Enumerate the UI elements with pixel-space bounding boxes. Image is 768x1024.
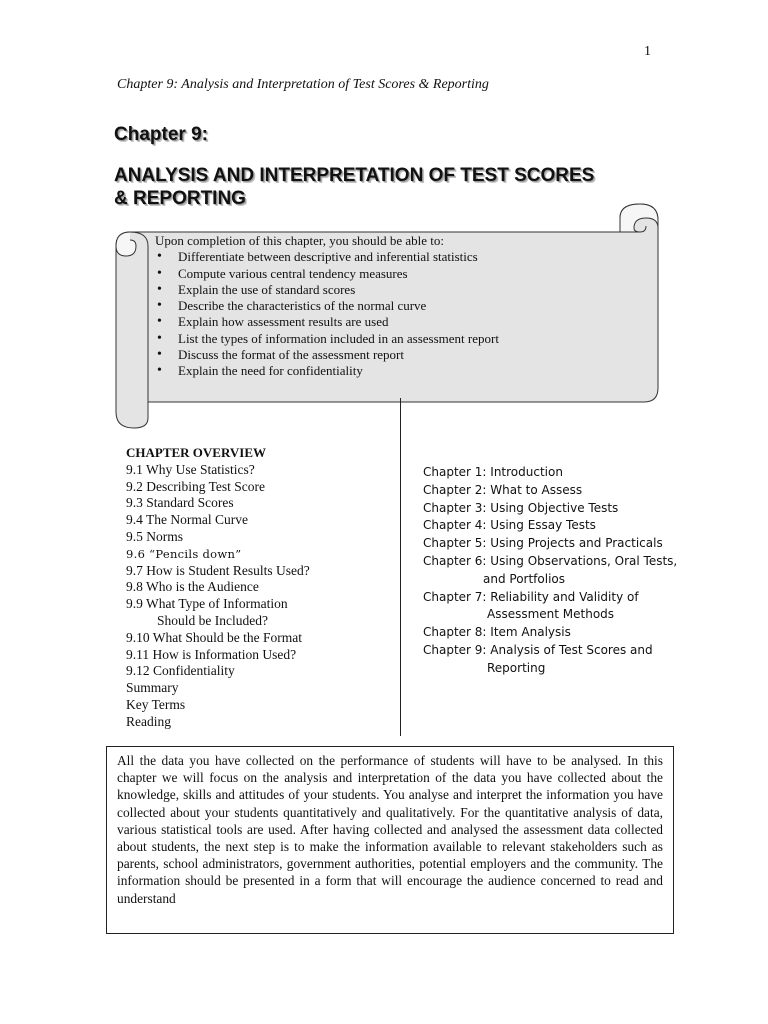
chapter-title: Chapter 9: Analysis of Test Scores and: [423, 642, 653, 657]
chapter-title: Chapter 1: Introduction: [423, 465, 563, 479]
chapter-item: [423, 535, 677, 553]
chapter-item: [423, 553, 677, 589]
list-item: 9.1 Why Use Statistics?: [126, 461, 255, 477]
list-item: • Explain how assessment results are used: [155, 314, 499, 330]
introduction-box: All the data you have collected on the performance of students will have to be analysed. In this chapter we will focus on the analysis and interpretation of the data you have collected about the knowledge, skills and attitudes of your students. You analyse and interpret the information you have collected about your students quantitatively and qualitatively. For the quantitative analysis of data, various statistical tools are used. After having collected and analysed the assessment data collected about students, the next step is to make the information available to relevant stakeholders such as parents, school administrators, government authorities, potential employers and the community. The information should be presented in a form that will encourage the audience concerned to read and understand: [106, 746, 674, 934]
list-item: 9.7 How is Student Results Used?: [126, 562, 310, 578]
learning-objectives: [155, 233, 499, 380]
chapter-title: Chapter 4: Using Essay Tests: [423, 518, 596, 533]
chapter-item: [423, 500, 677, 518]
chapter-title: Chapter 2: What to Assess: [423, 482, 583, 497]
chapter-title: Chapter 3: Using Objective Tests: [423, 500, 619, 515]
list-item: • Explain the need for confidentiality: [155, 363, 499, 379]
column-divider: [400, 398, 401, 736]
list-item: 9.6 “Pencils down”: [126, 546, 242, 561]
list-item: 9.5 Norms: [126, 528, 183, 544]
chapter-item: [423, 482, 677, 500]
chapter-title-continuation: Assessment Methods: [487, 607, 615, 622]
chapter-item: [423, 517, 677, 535]
chapter-item: [423, 464, 677, 482]
list-item: 9.2 Describing Test Score: [126, 478, 266, 494]
list-item: • Differentiate between descriptive and inferential statistics: [155, 249, 499, 265]
chapter-title-continuation: and Portfolios: [483, 571, 566, 586]
title-line: & REPORTING: [114, 188, 246, 209]
chapter-title: Chapter 5: Using Projects and Practicals: [423, 536, 663, 551]
list-item: 9.4 The Normal Curve: [126, 512, 248, 528]
chapter-title-continuation: Reporting: [487, 660, 546, 675]
list-item: • Explain the use of standard scores: [155, 282, 499, 298]
chapter-label: Chapter 9:: [114, 124, 208, 145]
title-line: ANALYSIS AND INTERPRETATION OF TEST SCORES: [114, 165, 595, 186]
list-item: Should be Included?: [157, 612, 268, 628]
page-number: 1: [644, 44, 651, 59]
objectives-list: [155, 249, 499, 379]
chapter-title: Chapter 7: Reliability and Validity of: [423, 589, 639, 604]
list-item: 9.8 Who is the Audience: [126, 579, 259, 595]
chapter-item: [423, 589, 677, 625]
chapter-item: [423, 642, 677, 678]
chapter-item: [423, 624, 677, 642]
list-item: 9.3 Standard Scores: [126, 495, 234, 511]
list-item: Key Terms: [126, 696, 186, 712]
list-item: • List the types of information included in an assessment report: [155, 331, 499, 347]
running-header: Chapter 9: Analysis and Interpretation of Test Scores & Reporting: [117, 77, 489, 92]
overview-heading: CHAPTER OVERVIEW: [126, 445, 267, 460]
list-item: • Describe the characteristics of the normal curve: [155, 298, 499, 314]
list-item: • Discuss the format of the assessment report: [155, 347, 499, 363]
list-item: 9.9 What Type of Information: [126, 596, 288, 612]
chapter-title: Chapter 6: Using Observations, Oral Tests,: [423, 553, 678, 568]
list-item: Summary: [126, 680, 179, 696]
list-item: Reading: [126, 713, 171, 729]
list-item: 9.12 Confidentiality: [126, 663, 235, 679]
objectives-intro: Upon completion of this chapter, you should be able to:: [155, 233, 445, 248]
chapter-overview: [126, 445, 310, 731]
course-chapter-list: [423, 464, 677, 678]
list-item: 9.11 How is Information Used?: [126, 646, 297, 662]
list-item: 9.10 What Should be the Format: [126, 629, 302, 645]
list-item: • Compute various central tendency measures: [155, 266, 499, 282]
chapter-title: Chapter 8: Item Analysis: [423, 625, 571, 640]
